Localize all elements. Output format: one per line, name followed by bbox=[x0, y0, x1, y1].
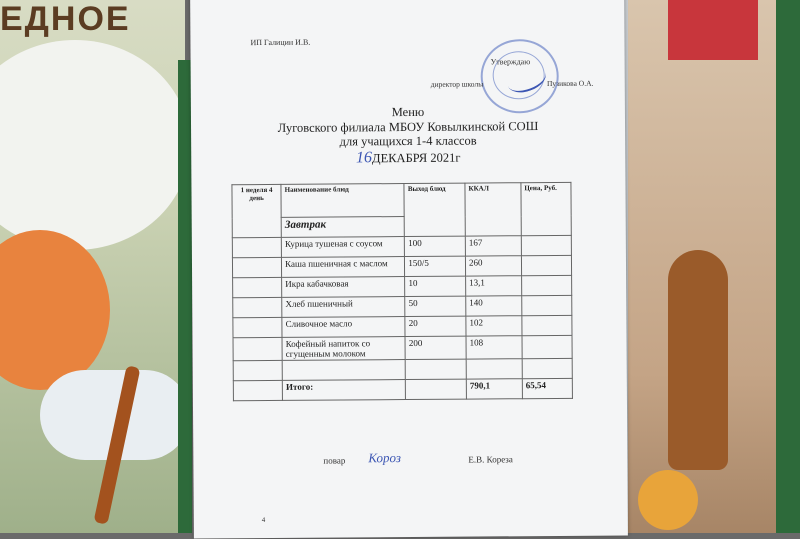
dish-kcal: 13,1 bbox=[466, 276, 522, 296]
poster-left bbox=[0, 0, 185, 533]
empty-cell bbox=[233, 337, 282, 360]
empty-cell bbox=[233, 277, 282, 297]
director-label: директор школы bbox=[430, 79, 484, 89]
table-row bbox=[232, 235, 571, 257]
header-kcal: ККАЛ bbox=[465, 183, 521, 236]
dish-price bbox=[521, 275, 571, 295]
empty-row bbox=[233, 358, 572, 380]
dish-output: 200 bbox=[405, 336, 466, 359]
director-line bbox=[431, 79, 594, 89]
total-row bbox=[233, 378, 572, 400]
dish-name: Сливочное масло bbox=[282, 317, 405, 338]
total-label: Итого: bbox=[282, 380, 405, 401]
dish-name: Хлеб пшеничный bbox=[282, 297, 405, 318]
header-left: ИП Галицин И.В. bbox=[250, 37, 311, 48]
dish-kcal: 140 bbox=[466, 296, 522, 316]
dish-name: Кофейный напиток со сгущенным молоком bbox=[282, 337, 405, 361]
dish-kcal: 108 bbox=[466, 336, 522, 359]
dish-kcal: 260 bbox=[465, 256, 521, 276]
header-dish: Наименование блюд bbox=[281, 184, 404, 218]
menu-sheet bbox=[190, 0, 628, 539]
section-breakfast: Завтрак bbox=[281, 217, 404, 238]
poster-title: ЕДНОЕ bbox=[0, 0, 131, 38]
dish-name: Каша пшеничная с маслом bbox=[282, 257, 405, 278]
dish-output: 100 bbox=[405, 236, 466, 256]
approved-label: Утверждаю bbox=[490, 57, 531, 67]
table-row bbox=[233, 315, 572, 337]
menu-audience: для учащихся 1-4 классов bbox=[339, 133, 477, 149]
menu-school: Луговского филиала МБОУ Ковылкинской СОШ bbox=[277, 119, 539, 135]
table-row bbox=[233, 275, 572, 297]
empty-cell bbox=[233, 297, 282, 317]
empty-cell bbox=[232, 257, 281, 277]
table-row bbox=[232, 255, 571, 277]
poster-right bbox=[628, 0, 800, 533]
dish-price bbox=[522, 295, 572, 315]
empty-cell bbox=[233, 380, 282, 400]
total-kcal: 790,1 bbox=[466, 379, 522, 399]
empty-cell bbox=[406, 379, 467, 399]
header-price: Цена, Руб. bbox=[521, 182, 571, 235]
header-output: Выход блюд bbox=[404, 183, 465, 236]
chef-face-illustration bbox=[0, 230, 110, 390]
dish-name: Икра кабачковая bbox=[282, 277, 405, 298]
wooden-spoon-right-illustration bbox=[668, 250, 728, 470]
green-frame-right bbox=[776, 0, 800, 533]
page-number: 4 bbox=[261, 516, 266, 525]
empty-cell bbox=[232, 237, 281, 257]
red-decoration bbox=[668, 0, 758, 60]
empty-cell bbox=[233, 317, 282, 337]
cook-signature: Короз bbox=[368, 450, 401, 466]
dish-output: 150/5 bbox=[405, 256, 466, 276]
total-price: 65,54 bbox=[522, 378, 572, 398]
date-month-year: ДЕКАБРЯ 2021г bbox=[371, 150, 461, 166]
cook-name: Е.В. Кореза bbox=[468, 454, 513, 465]
dish-output: 10 bbox=[405, 276, 466, 296]
dish-price bbox=[522, 315, 572, 335]
dish-kcal: 167 bbox=[465, 236, 521, 256]
chef-hat-illustration bbox=[0, 40, 190, 250]
date-day: 16 bbox=[355, 149, 373, 167]
dish-name: Курица тушеная с соусом bbox=[281, 237, 404, 258]
menu-title: Меню bbox=[391, 104, 425, 120]
dish-price bbox=[521, 235, 571, 255]
dish-output: 50 bbox=[405, 296, 466, 316]
green-frame-edge bbox=[178, 60, 192, 533]
dish-output: 20 bbox=[405, 316, 466, 336]
week-day-cell: 1 неделя 4 день bbox=[232, 184, 282, 237]
table-header-row bbox=[232, 182, 571, 217]
cook-label: повар bbox=[323, 455, 346, 466]
menu-table bbox=[231, 182, 573, 401]
dish-price bbox=[521, 255, 571, 275]
director-name: Пузикова О.А. bbox=[546, 78, 594, 89]
orange-illustration bbox=[638, 470, 698, 530]
dish-price bbox=[522, 335, 572, 358]
menu-date bbox=[191, 147, 625, 168]
dish-kcal: 102 bbox=[466, 316, 522, 336]
table-row bbox=[233, 335, 572, 360]
table-row bbox=[233, 295, 572, 317]
